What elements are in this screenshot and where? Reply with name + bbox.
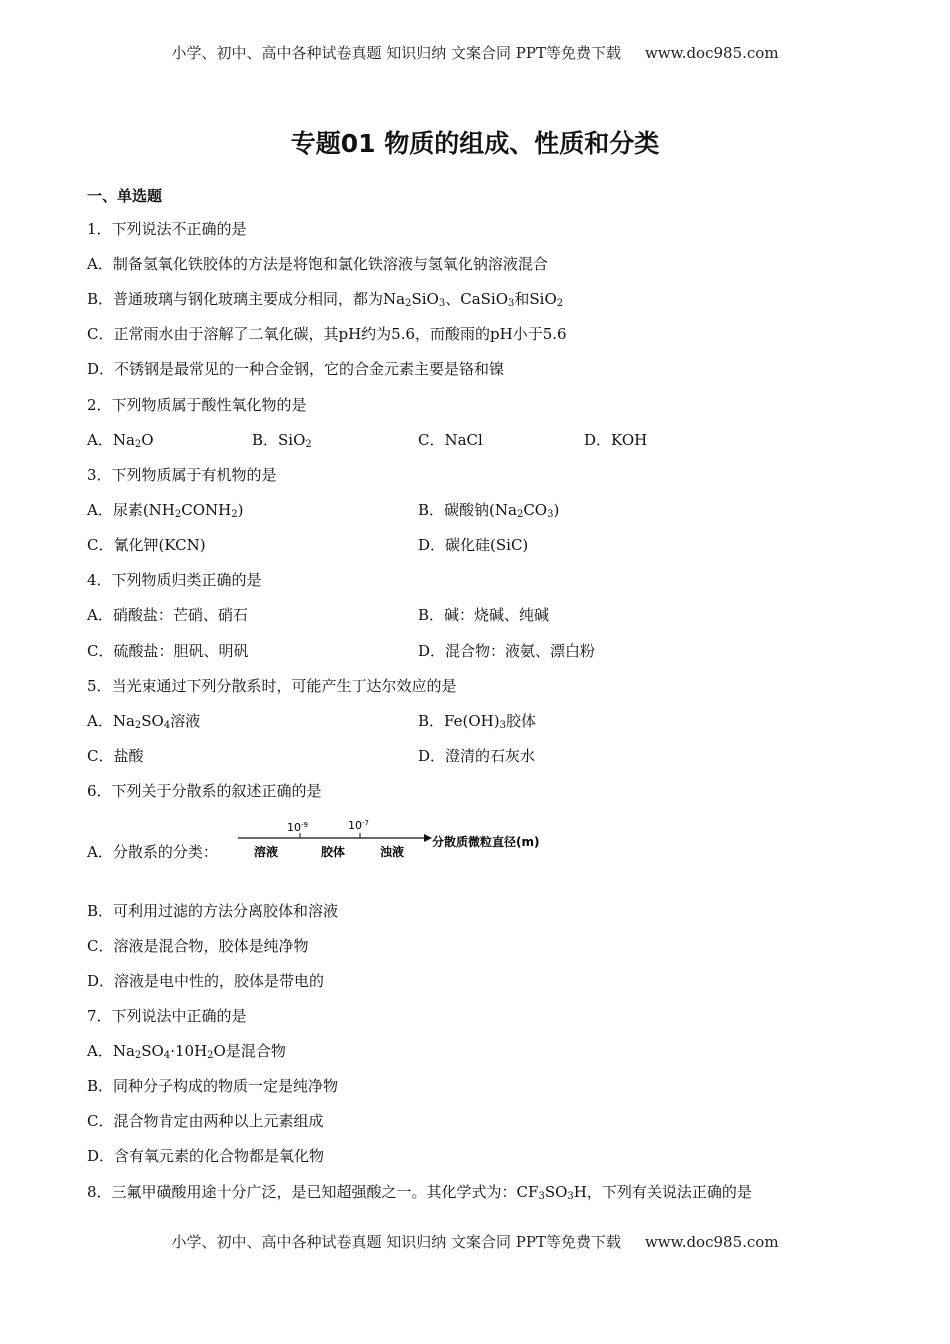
question-4-option-c: C．硫酸盐：胆矾、明矾	[87, 642, 249, 660]
question-5-option-c: C．盐酸	[87, 747, 144, 765]
question-5-stem: 5．当光束通过下列分散系时，可能产生丁达尔效应的是	[87, 677, 457, 695]
question-2-stem: 2．下列物质属于酸性氧化物的是	[87, 396, 307, 414]
label-colloid: 胶体	[321, 845, 346, 859]
question-2-option-b: B．SiO$_2$	[252, 431, 312, 450]
header-url[interactable]: www.doc985.com	[644, 44, 779, 62]
question-7-option-d: D．含有氧元素的化合物都是氧化物	[87, 1147, 325, 1165]
label-suspension: 浊液	[380, 845, 405, 859]
axis-arrow-icon	[424, 834, 432, 842]
label-solution: 溶液	[254, 845, 279, 859]
question-6-stem: 6．下列关于分散系的叙述正确的是	[87, 782, 322, 800]
question-1-option-c: C．正常雨水由于溶解了二氧化碳，其pH约为5.6，而酸雨的pH小于5.6	[87, 325, 567, 343]
footer-text: 小学、初中、高中各种试卷真题 知识归纳 文案合同 PPT等免费下载	[171, 1233, 621, 1251]
question-3-option-d: D．碳化硅(SiC)	[418, 536, 529, 554]
footer-url[interactable]: www.doc985.com	[644, 1233, 779, 1251]
dispersion-classification-diagram	[236, 817, 566, 863]
question-7-option-b: B．同种分子构成的物质一定是纯净物	[87, 1077, 339, 1095]
question-6-option-c: C．溶液是混合物，胶体是纯净物	[87, 937, 309, 955]
dispersion-axis-svg	[236, 817, 566, 863]
question-4-option-a: A．硝酸盐：芒硝、硝石	[87, 606, 248, 624]
question-2-option-a: A．$Na_2O$	[87, 431, 154, 450]
question-1-option-b: B．普通玻璃与钢化玻璃主要成分相同，都为$Na_2SiO_3$、CaSiO$_3$和SiO$_2$	[87, 290, 564, 309]
question-5-option-b: B．$Fe(OH)_3$胶体	[418, 712, 536, 731]
question-7-stem: 7．下列说法中正确的是	[87, 1007, 247, 1025]
question-4-option-d: D．混合物：液氨、漂白粉	[418, 642, 596, 660]
question-2-option-d: D．KOH	[584, 431, 648, 449]
tick-2-label: $10^{-7}$	[348, 819, 369, 832]
header-text: 小学、初中、高中各种试卷真题 知识归纳 文案合同 PPT等免费下载	[171, 44, 621, 62]
question-4-option-b: B．碱：烧碱、纯碱	[418, 606, 550, 624]
page-footer	[0, 1231, 950, 1252]
axis-title: 分散质微粒直径(m)	[432, 835, 540, 849]
question-6-option-b: B．可利用过滤的方法分离胶体和溶液	[87, 902, 339, 920]
question-5-option-d: D．澄清的石灰水	[418, 747, 536, 765]
question-1-option-a: A．制备氢氧化铁胶体的方法是将饱和氯化铁溶液与氢氧化钠溶液混合	[87, 255, 548, 273]
question-3-stem: 3．下列物质属于有机物的是	[87, 466, 277, 484]
question-6-option-d: D．溶液是电中性的，胶体是带电的	[87, 972, 325, 990]
question-6-option-a: A．分散系的分类：	[87, 843, 218, 861]
question-1-option-d: D．不锈钢是最常见的一种合金钢，它的合金元素主要是铬和镍	[87, 360, 505, 378]
question-5-option-a: A．$Na_2SO_4$溶液	[87, 712, 201, 731]
question-8-stem: 8．三氟甲磺酸用途十分广泛，是已知超强酸之一。其化学式为：$CF_3SO_3H$，下列有关说法正确的是	[87, 1183, 752, 1202]
question-3-option-b: B．碳酸钠$(Na_2CO_3)$	[418, 501, 560, 520]
question-3-option-a: A．尿素$(NH_2CONH_2)$	[87, 501, 244, 520]
question-2-option-c: C．NaCl	[418, 431, 483, 449]
question-1-stem: 1．下列说法不正确的是	[87, 220, 247, 238]
page-title: 专题01 物质的组成、性质和分类	[290, 129, 660, 158]
question-4-stem: 4．下列物质归类正确的是	[87, 571, 262, 589]
question-7-option-c: C．混合物肯定由两种以上元素组成	[87, 1112, 324, 1130]
question-7-option-a: A．$Na_2SO_4\cdot 10H_2O$是混合物	[87, 1042, 286, 1061]
section-heading: 一、单选题	[87, 187, 163, 205]
page-header	[0, 42, 950, 63]
tick-1-label: $10^{-9}$	[287, 821, 308, 834]
question-3-option-c: C．氰化钾(KCN)	[87, 536, 206, 554]
